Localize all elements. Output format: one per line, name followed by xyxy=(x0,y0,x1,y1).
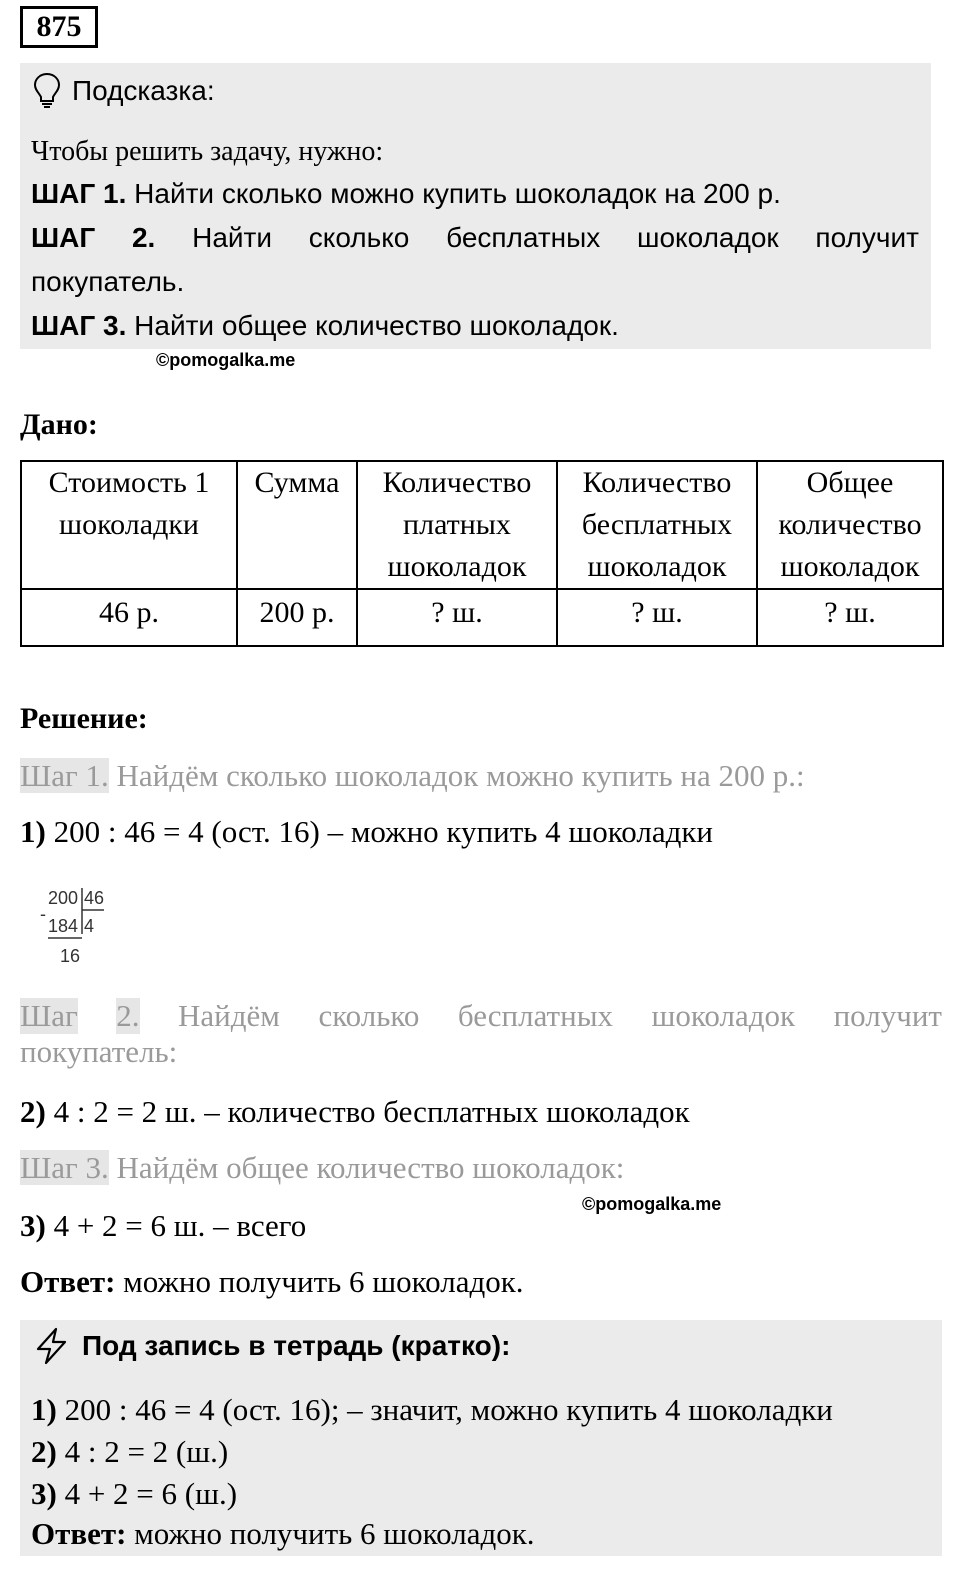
long-division: 200 46 - 184 4 16 xyxy=(40,888,105,966)
hint-step-2-cont: покупатель. xyxy=(31,266,185,297)
solution-step-2: Шаг 2. Найдём сколько бесплатных шоколадок получит покупатель: xyxy=(20,998,942,1069)
solution-line-1: 1) 200 : 46 = 4 (ост. 16) – можно купить 4 шоколадки xyxy=(20,814,714,849)
value-free: ? ш. xyxy=(557,589,757,646)
notebook-line-1: 1) 200 : 46 = 4 (ост. 16); – значит, можно купить 4 шоколадки xyxy=(31,1392,833,1427)
value-sum: 200 р. xyxy=(237,589,357,646)
hint-header xyxy=(32,72,215,110)
notebook-header xyxy=(32,1326,510,1366)
solution-step-1: Шаг 1. Найдём сколько шоколадок можно купить на 200 р.: xyxy=(20,758,805,793)
notebook-line-2: 2) 4 : 2 = 2 (ш.) xyxy=(31,1434,229,1469)
lightbulb-icon xyxy=(32,72,62,110)
problem-number: 875 xyxy=(20,6,98,48)
solution-answer: Ответ: можно получить 6 шоколадок. xyxy=(20,1264,524,1299)
hint-intro: Чтобы решить задачу, нужно: xyxy=(31,136,384,167)
header-sum: Сумма xyxy=(237,461,357,589)
solution-step-3: Шаг 3. Найдём общее количество шоколадок: xyxy=(20,1150,625,1185)
solution-line-2: 2) 4 : 2 = 2 ш. – количество бесплатных шоколадок xyxy=(20,1094,690,1129)
solution-line-3: 3) 4 + 2 = 6 ш. – всего xyxy=(20,1208,307,1243)
table-header-row xyxy=(21,461,943,589)
watermark: ©pomogalka.me xyxy=(156,350,296,370)
header-paid: Количество платных шоколадок xyxy=(357,461,557,589)
notebook-answer: Ответ: можно получить 6 шоколадок. xyxy=(31,1516,535,1551)
notebook-title: Под запись в тетрадь (кратко): xyxy=(82,1330,511,1361)
notebook-line-3: 3) 4 + 2 = 6 (ш.) xyxy=(31,1476,238,1511)
value-total: ? ш. xyxy=(757,589,943,646)
hint-step-1: ШАГ 1. Найти сколько можно купить шоколадок на 200 р. xyxy=(31,178,781,209)
hint-title: Подсказка: xyxy=(72,75,215,106)
table-row xyxy=(21,589,943,646)
hint-step-3: ШАГ 3. Найти общее количество шоколадок. xyxy=(31,310,619,341)
given-title: Дано: xyxy=(20,408,98,441)
lightning-icon xyxy=(32,1326,72,1366)
solution-title: Решение: xyxy=(20,702,148,735)
value-cost: 46 р. xyxy=(21,589,237,646)
watermark-2: ©pomogalka.me xyxy=(582,1194,722,1214)
header-free: Количество бесплатных шоколадок xyxy=(557,461,757,589)
hint-step-2: ШАГ 2. Найти сколько бесплатных шоколадок получит xyxy=(31,222,919,253)
header-cost: Стоимость 1 шоколадки xyxy=(21,461,237,589)
given-table xyxy=(20,460,944,647)
value-paid: ? ш. xyxy=(357,589,557,646)
header-total: Общее количество шоколадок xyxy=(757,461,943,589)
